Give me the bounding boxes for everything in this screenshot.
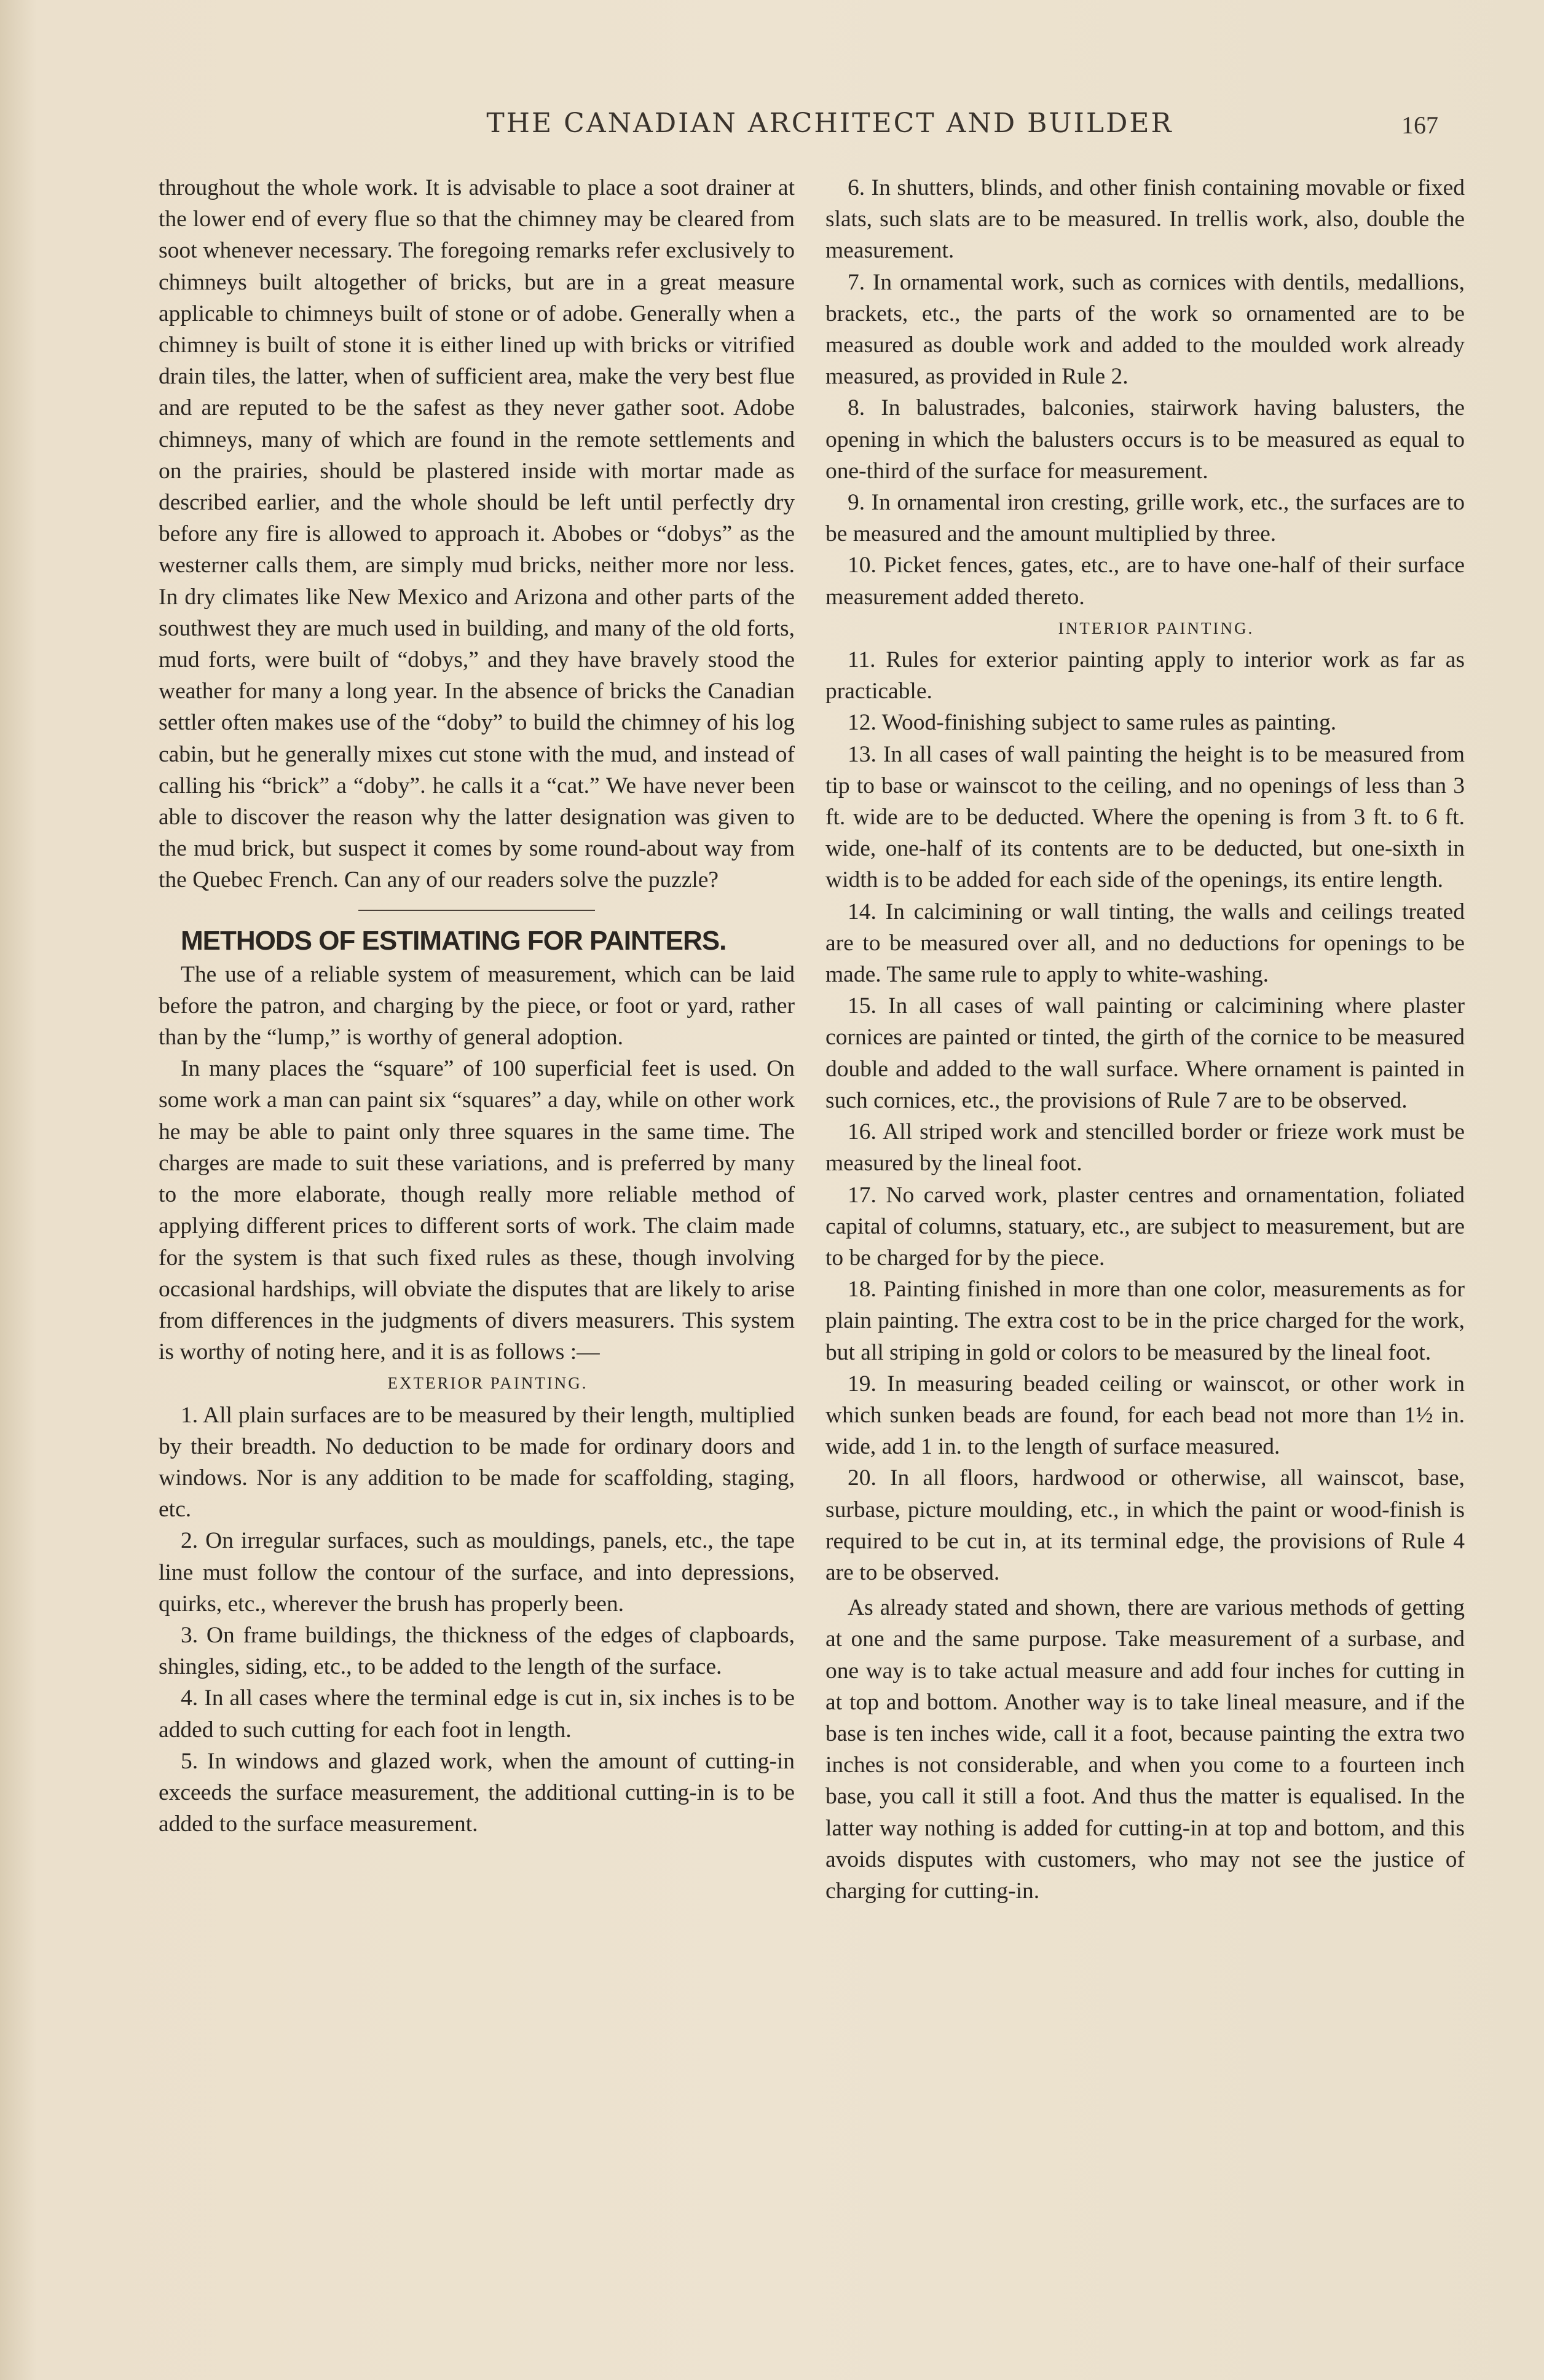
- rule-item: 1. All plain surfaces are to be measured by their length, multiplied by their breadth. No deduction to be made for ordinary doors and windows. Nor is any addition to be made for scaffolding, staging, etc.: [159, 1402, 795, 1523]
- rule-item: 10. Picket fences, gates, etc., are to have one-half of their surface measurement added thereto.: [825, 553, 1465, 610]
- rule-item: 11. Rules for exterior painting apply to interior work as far as practicable.: [825, 647, 1465, 704]
- rule-item: 19. In measuring beaded ceiling or wainscot, or other work in which sunken beads are found, for each bead not more than 1½ in. wide, add 1 in. to the length of surface measured.: [825, 1371, 1465, 1460]
- rule-item: 5. In windows and glazed work, when the amount of cutting-in exceeds the surface measurement, the additional cutting-in is to be added to the surface measurement.: [159, 1748, 795, 1837]
- article-title: METHODS OF ESTIMATING FOR PAINTERS.: [181, 925, 727, 956]
- rule-item: 6. In shutters, blinds, and other finish containing movable or fixed slats, such slats are to be measured. In trellis work, also, double the measurement.: [825, 175, 1465, 264]
- rule-item: 18. Painting finished in more than one color, measurements as for plain painting. The extra cost to be in the price charged for the work, but all striping in gold or colors to be measured by the lineal foot.: [825, 1277, 1465, 1365]
- rule-item: 13. In all cases of wall painting the height is to be measured from tip to base or wainscot to the ceiling, and no openings of less than 3 ft. wide are to be deducted. Where the opening is from 3 ft. to 6 ft. wide, one-half of its contents are to be deducted, but one-sixth in width is to be added for each side of the openings, its entire length.: [825, 741, 1465, 893]
- intro-paragraph-1: The use of a reliable system of measurement, which can be laid before the patron, and charging by the piece, or foot or yard, rather than by the “lump,” is worthy of general adoption.: [159, 961, 795, 1050]
- rule-item: 3. On frame buildings, the thickness of the edges of clapboards, shingles, siding, etc., to be added to the length of the surface.: [159, 1622, 795, 1680]
- rule-item: 16. All striped work and stencilled border or frieze work must be measured by the lineal foot.: [825, 1119, 1465, 1176]
- rule-item: 15. In all cases of wall painting or calcimining where plaster cornices are painted or tinted, the girth of the cornice to be measured double and added to the wall surface. Where ornament is painted in such cornices, etc., the provisions of Rule 7 are to be observed.: [825, 993, 1465, 1113]
- rule-item: 8. In balustrades, balconies, stairwork having balusters, the opening in which the balusters occurs is to be measured as equal to one-third of the surface for measurement.: [825, 395, 1465, 484]
- rule-item: 17. No carved work, plaster centres and ornamentation, foliated capital of columns, statuary, etc., are subject to measurement, but are to be charged for by the piece.: [825, 1182, 1465, 1271]
- subhead-interior-painting: INTERIOR PAINTING.: [1058, 618, 1254, 637]
- rule-item: 20. In all floors, hardwood or otherwise, all wainscot, base, surbase, picture moulding, etc., in which the paint or wood-finish is required to be cut in, at its terminal edge, the provisions of Rule 4 are to be observed.: [825, 1465, 1465, 1585]
- running-head: THE CANADIAN ARCHITECT AND BUILDER: [486, 108, 1173, 139]
- section-divider: [358, 910, 595, 911]
- rule-item: 4. In all cases where the terminal edge is cut in, six inches is to be added to such cutting for each foot in length.: [159, 1685, 795, 1743]
- rule-item: 2. On irregular surfaces, such as mouldings, panels, etc., the tape line must follow the contour of the surface, and into depressions, quirks, etc., wherever the brush has properly been.: [159, 1528, 795, 1617]
- subhead-exterior-painting: EXTERIOR PAINTING.: [387, 1374, 588, 1393]
- intro-paragraph-2: In many places the “square” of 100 superficial feet is used. On some work a man can paint six “squares” a day, while on other work he may be able to paint only three squares in the same time. The charges are made to suit these variations, and is preferred by many to the more elaborate, though really more reliable method of applying different prices to different sorts of work. The claim made for the system is that such fixed rules as these, though involving occasional hardships, will obviate the disputes that are likely to arise from differences in the judgments of divers measurers. This system is worthy of noting here, and it is as follows :—: [159, 1056, 795, 1365]
- right-column: [825, 172, 1465, 1907]
- rule-item: 12. Wood-finishing subject to same rules as painting.: [848, 710, 1337, 736]
- closing-paragraph: As already stated and shown, there are various methods of getting at one and the same purpose. Take measurement of a surbase, and one way is to take actual measure and add four inches for cutting in at top and bottom. Another way is to take lineal measure, and if the base is ten inches wide, call it a foot, because painting the extra two inches is not considerable, and when you come to a fourteen inch base, you call it still a foot. And thus the matter is equalised. In the latter way nothing is added for cutting-in at top and bottom, and this avoids disputes with customers, who may not see the justice of charging for cutting-in.: [825, 1595, 1465, 1904]
- page-number: 167: [1401, 111, 1438, 139]
- rule-item: 9. In ornamental iron cresting, grille work, etc., the surfaces are to be measured and the amount multiplied by three.: [825, 490, 1465, 547]
- rule-item: 7. In ornamental work, such as cornices with dentils, medallions, brackets, etc., the parts of the work so ornamented are to be measured as double work and added to the moulded work already measured, as provided in Rule 2.: [825, 269, 1465, 390]
- left-column: [159, 172, 795, 1840]
- rule-item: 14. In calcimining or wall tinting, the walls and ceilings treated are to be measured over all, and no deductions for openings to be made. The same rule to apply to white-washing.: [825, 899, 1465, 988]
- continued-paragraph: throughout the whole work. It is advisable to place a soot drainer at the lower end of every flue so that the chimney may be cleared from soot whenever necessary. The foregoing remarks refer exclusively to chimneys built altogether of bricks, but are in a great measure applicable to chimneys built of stone or of adobe. Generally when a chimney is built of stone it is either lined up with bricks or vitrified drain tiles, the latter, when of sufficient area, make the very best flue and are reputed to be the safest as they never gather soot. Adobe chimneys, many of which are found in the remote settlements and on the prairies, should be plastered inside with mortar made as described earlier, and the whole should be left until perfectly dry before any fire is allowed to approach it. Abobes or “dobys” as the westerner calls them, are simply mud bricks, neither more nor less. In dry climates like New Mexico and Arizona and other parts of the southwest they are much used in building, and many of the old forts, mud forts, were built of “dobys,” and they have bravely stood the weather for many a long year. In the absence of bricks the Canadian settler often makes use of the “doby” to build the chimney of his log cabin, but he generally mixes cut stone with the mud, and instead of calling his “brick” a “doby”. he calls it a “cat.” We have never been able to discover the reason why the latter designation was given to the mud brick, but suspect it comes by some round-about way from the Quebec French. Can any of our readers solve the puzzle?: [159, 175, 795, 893]
